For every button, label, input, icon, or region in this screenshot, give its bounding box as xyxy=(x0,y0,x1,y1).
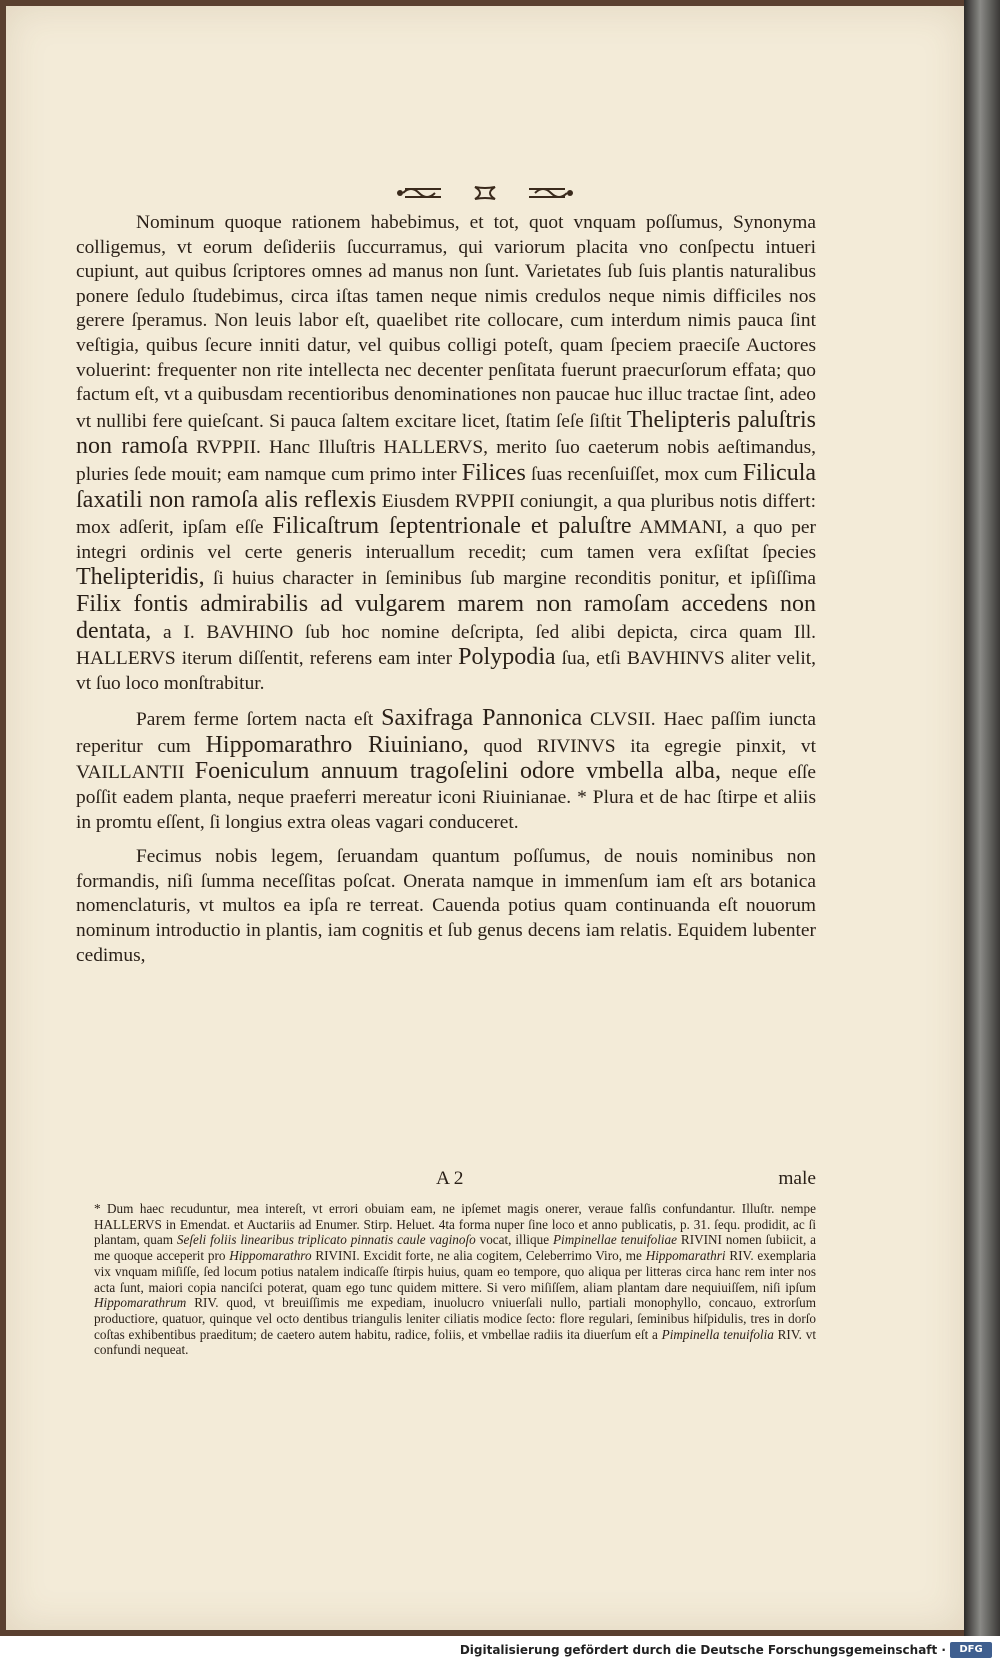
plant-name: Filicaſtrum ſeptentrionale et paluſtre xyxy=(272,513,632,540)
footnote-plant-name: Hippomarathrum xyxy=(94,1295,187,1311)
footnote-run: * Dum haec recuduntur, mea intereſt, vt errori obuiam eam, ne ipſemet magis onerer, veraue falſis confundantur. Illuſtr. nempe HALLERVS in Emendat. et Auctariis ad Enumer. Stirp. Heluet. 4ta forma nuper ſine loco et anno publicatis, p. 31. ſequ. prodidit, ac ſi plantam, quam xyxy=(94,1201,816,1248)
plant-name: Saxifraga Pannonica xyxy=(381,705,583,732)
plant-name: Filix fontis admirabilis ad vulgarem marem non ramoſam accedens non dentata, xyxy=(76,590,816,644)
text-run: ſi huius character in ſeminibus ſub margine reconditis ponitur, et ipſiſſima xyxy=(204,568,816,590)
text-run: quod RIVINVS ita egregie pinxit, vt VAILLANTII xyxy=(76,735,816,784)
main-text xyxy=(76,211,816,968)
credit-bar xyxy=(0,1636,1000,1664)
text-run: Parem ferme ſortem nacta eſt xyxy=(136,709,382,731)
text-run: neque eſſe poſſit eadem planta, neque praeferri mereatur iconi Riuinianae. * Plura et de hac ſtirpe et aliis in promtu eſſent, ſi longius extra oleas vagari conduceret. xyxy=(76,762,817,833)
paragraph xyxy=(76,845,816,968)
footnote-run: RIVINI. Excidit forte, ne alia cogitem, Celeberrimo Viro, me xyxy=(311,1248,646,1264)
plant-name: Thelipteridis, xyxy=(76,564,205,591)
text-run: Eiusdem RVPPII coniungit, a qua pluribus notis differt: mox adſerit, ipſam eſſe xyxy=(76,490,816,539)
dfg-logo: DFG xyxy=(950,1642,992,1658)
text-run: Nominum quoque rationem habebimus, et tot, quot vnquam poſſumus, Synonyma colligemus, vt eorum deſideriis ſuccurramus, qui variorum placita vno conſpectu intueri cupiunt, aut quibus ſcriptores omnes ad manus non ſunt. Varietates ſub ſuis plantis naturalibus ponere ſedulo ſtudebimus, circa iſtas tamen neque nimis credulos neque nimis difficiles nos gerere ſperamus. Non leuis labor eſt, quaelibet rite collocare, cum interdum nimis pauca ſint veſtigia, quibus ſecure inniti datur, vel quibus colligi poteſt, quam ſpeciem praeciſe Auctores voluerint: frequenter non rite intellecta nec decenter penſitata fuerunt praecurſorum effata; quo factum eſt, vt a quibusdam recentioribus denominationes non paucae huc illuc tractae ſint, adeo vt nullibi fere quieſcant. Si pauca ſaltem excitare licet, ſtatim ſeſe ſiſtit xyxy=(76,212,816,432)
footnote xyxy=(94,1201,816,1358)
page-footer xyxy=(76,1168,816,1194)
plant-name: Hippomarathro Riuiniano, xyxy=(205,731,469,758)
paragraph xyxy=(76,706,816,835)
footnote-run: vocat, illique xyxy=(475,1232,553,1248)
signature-mark: A 2 xyxy=(436,1168,464,1189)
plant-name: Filices xyxy=(461,459,526,486)
footnote-plant-name: Seſeli foliis linearibus triplicato pinnatis caule vaginoſo xyxy=(176,1232,476,1248)
catchword: male xyxy=(778,1168,816,1189)
footnote-run: RIV. quod, vt breuiſſimis me expediam, inuolucro vniuerſali nullo, partiali monophyllo, concauo, extrorſum productiore, quatuor, quinque vel octo dentibus triangulis leniter ciliatis modice ſecto: flore regulari, ſeminibus hiſpidulis, tres in dorſo coſtas exhibentibus praeditum; de caetero autem habitu, radice, foliis, et vmbellae radiis ita diuerſum eſt a xyxy=(94,1295,816,1342)
credit-text: Digitalisierung gefördert durch die Deutsche Forschungsgemeinschaft · xyxy=(459,1643,946,1657)
plant-name: Filicula ſaxatili non ramoſa alis reflexis xyxy=(76,459,817,513)
printer-ornament-icon xyxy=(6,178,964,204)
footnote-plant-name: Pimpinellae tenuifoliae xyxy=(552,1232,677,1248)
text-run: RVPPII. Hanc Illuſtris HALLERVS, merito ſuo caeterum nobis aeſtimandus, pluries ſede mouit; eam namque cum primo inter xyxy=(76,437,816,485)
page-edge xyxy=(964,0,1000,1636)
text-run: a I. BAVHINO ſub hoc nomine deſcripta, ſed alibi depicta, circa quam Ill. HALLERVS iterum diſſentit, referens eam inter xyxy=(76,621,816,670)
text-run: ſuas recenſuiſſet, mox cum xyxy=(525,463,743,485)
plant-name: Foeniculum annuum tragoſelini odore vmbella alba, xyxy=(194,758,721,785)
plant-name: Polypodia xyxy=(458,644,556,671)
book-page xyxy=(6,6,964,1630)
footnote-run: RIVINI nomen ſubiicit, a me quoque acceperit pro xyxy=(94,1232,817,1264)
footnote-plant-name: Pimpinella tenuifolia xyxy=(661,1326,774,1342)
footnote-run: RIV. vt confundi nequeat. xyxy=(94,1326,816,1358)
plant-name: Thelipteris paluſtris non ramoſa xyxy=(76,406,816,460)
paragraph xyxy=(76,211,816,696)
footnote-plant-name: Hippomarathri xyxy=(645,1248,726,1264)
text-run: CLVSII. Haec paſſim iuncta reperitur cum xyxy=(76,709,817,757)
footnote-plant-name: Hippomarathro xyxy=(229,1248,312,1264)
text-run: Fecimus nobis legem, ſeruandam quantum poſſumus, de nouis nominibus non formandis, niſi ſumma neceſſitas poſcat. Onerata namque in immenſum iam eſt ars botanica nomenclaturis, vt multos ea ipſa re terreat. Cauenda potius quam continuanda eſt nouorum nominum introductio in plantis, iam cognitis et ſub genus decens iam relatis. Equidem lubenter cedimus, xyxy=(76,846,816,966)
text-run: AMMANI, a quo per integri ordinis vel certe generis interuallum recedit; cum tamen vera exſiſtat ſpecies xyxy=(76,517,817,563)
footnote-run: RIV. exemplaria vix vnquam miſiſſe, ſed locum potius natalem indicaſſe ſtirpis huius, quam eo tempore, quo aliqua per litteras circa hanc rem inter nos acta ſunt, maiori copia nanciſci poterat, quam ego tunc quidem mittere. Si vero miſiſſem, aliam plantam dare nequiuiſſem, niſi ipſum xyxy=(94,1248,817,1295)
text-run: ſua, etſi BAVHINVS aliter velit, vt ſuo loco monſtrabitur. xyxy=(76,648,816,694)
